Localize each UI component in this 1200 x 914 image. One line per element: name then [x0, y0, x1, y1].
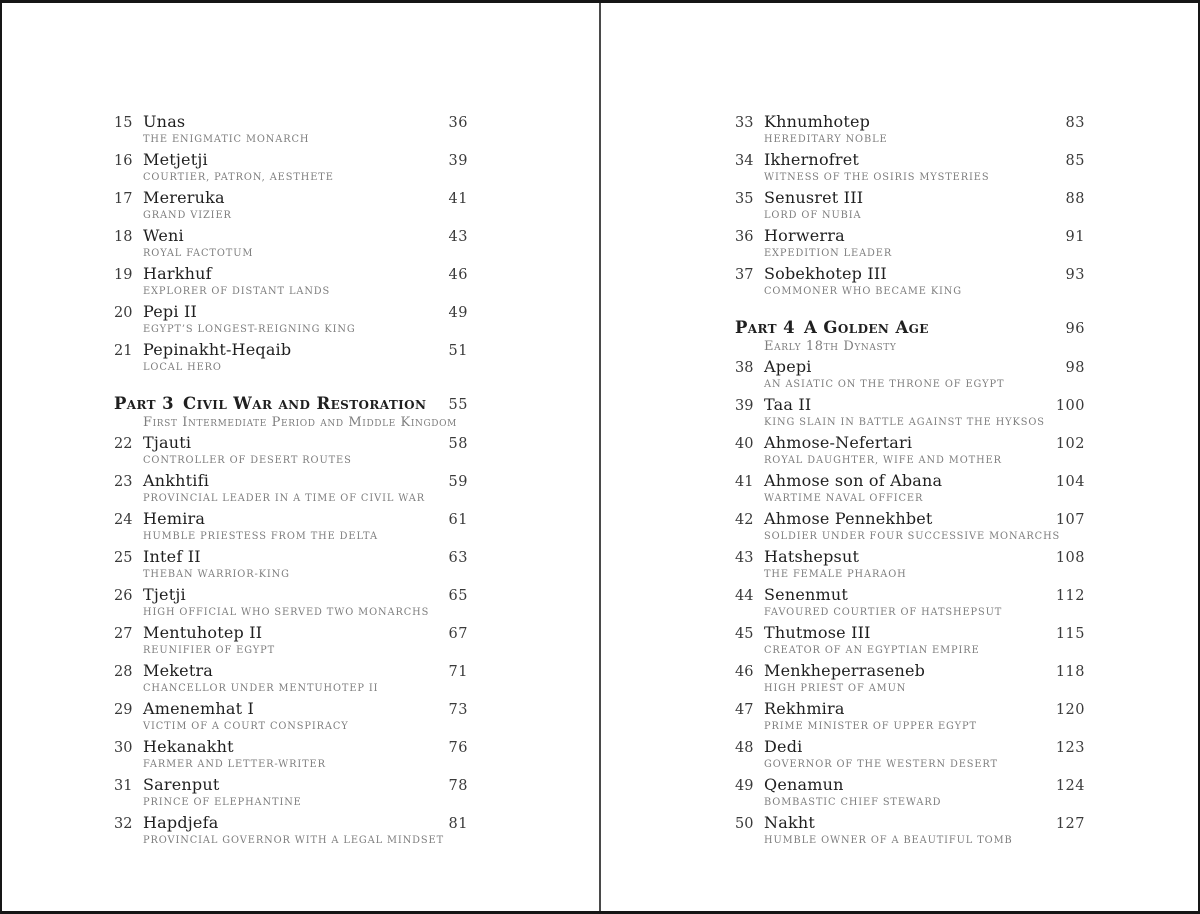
- toc-entry: [114, 226, 468, 260]
- entry-number: 47: [735, 702, 754, 718]
- toc-entry-row: [114, 226, 468, 247]
- entry-name: Intef II: [143, 547, 201, 566]
- entry-name: Meketra: [143, 661, 214, 680]
- entry-number: 28: [114, 664, 133, 680]
- toc-entry-row: [735, 737, 1085, 758]
- entry-page-number: 81: [448, 816, 468, 832]
- entry-page-number: 71: [448, 664, 468, 680]
- entry-page-number: 98: [1065, 360, 1085, 376]
- toc-entry-row: [735, 699, 1085, 720]
- entry-subtitle: LORD OF NUBIA: [764, 210, 862, 221]
- entry-page-number: 51: [448, 343, 468, 359]
- entry-page-number: 127: [1055, 816, 1085, 832]
- entry-page-number: 73: [448, 702, 468, 718]
- entry-name: Ahmose Pennekhbet: [764, 509, 933, 528]
- entry-name: Dedi: [764, 737, 803, 756]
- toc-entry-row: [735, 112, 1085, 133]
- entry-subtitle: PROVINCIAL GOVERNOR WITH A LEGAL MINDSET: [143, 835, 445, 846]
- entry-number: 23: [114, 474, 133, 490]
- entry-number: 20: [114, 305, 133, 321]
- entry-name: Ahmose-Nefertari: [764, 433, 913, 452]
- entry-subtitle: BOMBASTIC CHIEF STEWARD: [764, 797, 942, 808]
- toc-entry-row: [735, 226, 1085, 247]
- toc-entry: [114, 509, 468, 543]
- entry-number: 35: [735, 191, 754, 207]
- entry-subtitle: CREATOR OF AN EGYPTIAN EMPIRE: [764, 645, 980, 656]
- entry-number: 46: [735, 664, 754, 680]
- toc-entry-row: [114, 188, 468, 209]
- entry-name: Pepi II: [143, 302, 198, 321]
- entry-name: Senenmut: [764, 585, 849, 604]
- toc-entry: [114, 699, 468, 733]
- entry-name: Apepi: [764, 357, 812, 376]
- entry-subtitle: REUNIFIER OF EGYPT: [143, 645, 276, 656]
- toc-entry-row: [735, 471, 1085, 492]
- entry-number: 22: [114, 436, 133, 452]
- entry-page-number: 78: [448, 778, 468, 794]
- entry-page-number: 61: [448, 512, 468, 528]
- entry-number: 44: [735, 588, 754, 604]
- entry-page-number: 108: [1055, 550, 1085, 566]
- toc-entry: [114, 112, 468, 146]
- entry-name: Hatshepsut: [764, 547, 860, 566]
- entry-name: Hekanakht: [143, 737, 234, 756]
- entry-number: 17: [114, 191, 133, 207]
- entry-name: Ikhernofret: [764, 150, 860, 169]
- toc-entry-row: [114, 264, 468, 285]
- toc-entry: [114, 340, 468, 374]
- entry-name: Amenemhat I: [143, 699, 255, 718]
- toc-entry: [114, 264, 468, 298]
- entry-subtitle: EGYPT’S LONGEST-REIGNING KING: [143, 324, 356, 335]
- toc-entry: [735, 699, 1085, 733]
- toc-entry: [114, 433, 468, 467]
- toc-entry: [114, 547, 468, 581]
- entry-number: 43: [735, 550, 754, 566]
- toc-entry: [114, 813, 468, 847]
- toc-entry-row: [735, 623, 1085, 644]
- toc-entry: [114, 623, 468, 657]
- entry-number: 25: [114, 550, 133, 566]
- toc-entry-row: [114, 813, 468, 834]
- toc-entry-row: [735, 585, 1085, 606]
- toc-part-heading: [735, 318, 1085, 355]
- entry-subtitle: AN ASIATIC ON THE THRONE OF EGYPT: [764, 379, 1005, 390]
- entry-number: 45: [735, 626, 754, 642]
- entry-page-number: 91: [1065, 229, 1085, 245]
- toc-entry-row: [114, 547, 468, 568]
- entry-page-number: 107: [1055, 512, 1085, 528]
- part-page-number: 55: [448, 397, 468, 413]
- entry-subtitle: HIGH PRIEST OF AMUN: [764, 683, 907, 694]
- entry-page-number: 43: [448, 229, 468, 245]
- entry-name: Harkhuf: [143, 264, 212, 283]
- entry-page-number: 93: [1065, 267, 1085, 283]
- entry-number: 42: [735, 512, 754, 528]
- entry-page-number: 63: [448, 550, 468, 566]
- part-title: A Golden Age: [804, 318, 929, 337]
- toc-entry-row: [114, 737, 468, 758]
- entry-subtitle: THE ENIGMATIC MONARCH: [143, 134, 310, 145]
- part-label: Part 3: [114, 394, 175, 413]
- toc-entry: [735, 433, 1085, 467]
- toc-entry-row: [114, 509, 468, 530]
- toc-entry: [735, 150, 1085, 184]
- entry-page-number: 100: [1055, 398, 1085, 414]
- entry-name: Senusret III: [764, 188, 864, 207]
- entry-subtitle: GOVERNOR OF THE WESTERN DESERT: [764, 759, 998, 770]
- toc-entry: [114, 471, 468, 505]
- entry-subtitle: LOCAL HERO: [143, 362, 222, 373]
- entry-page-number: 49: [448, 305, 468, 321]
- entry-subtitle: HEREDITARY NOBLE: [764, 134, 888, 145]
- page-gutter-divider: [599, 0, 601, 914]
- toc-entry: [735, 112, 1085, 146]
- entry-page-number: 46: [448, 267, 468, 283]
- entry-number: 15: [114, 115, 133, 131]
- entry-page-number: 67: [448, 626, 468, 642]
- entry-name: Nakht: [764, 813, 815, 832]
- entry-number: 32: [114, 816, 133, 832]
- toc-entry-row: [735, 188, 1085, 209]
- entry-name: Rekhmira: [764, 699, 845, 718]
- toc-entry-row: [114, 471, 468, 492]
- toc-entry-row: [114, 661, 468, 682]
- toc-entry: [735, 623, 1085, 657]
- part-title: Civil War and Restoration: [183, 394, 427, 413]
- entry-number: 40: [735, 436, 754, 452]
- entry-page-number: 41: [448, 191, 468, 207]
- toc-entry: [735, 264, 1085, 298]
- toc-entry: [735, 509, 1085, 543]
- entry-subtitle: THEBAN WARRIOR-KING: [143, 569, 290, 580]
- entry-number: 31: [114, 778, 133, 794]
- entry-subtitle: WITNESS OF THE OSIRIS MYSTERIES: [764, 172, 990, 183]
- entry-name: Mentuhotep II: [143, 623, 263, 642]
- entry-number: 41: [735, 474, 754, 490]
- entry-subtitle: HIGH OFFICIAL WHO SERVED TWO MONARCHS: [143, 607, 430, 618]
- toc-entry-row: [114, 623, 468, 644]
- entry-name: Thutmose III: [764, 623, 871, 642]
- entry-name: Hapdjefa: [143, 813, 219, 832]
- toc-entry-row: [735, 357, 1085, 378]
- entry-subtitle: KING SLAIN IN BATTLE AGAINST THE HYKSOS: [764, 417, 1045, 428]
- entry-number: 33: [735, 115, 754, 131]
- entry-name: Tjauti: [143, 433, 192, 452]
- entry-subtitle: WARTIME NAVAL OFFICER: [764, 493, 924, 504]
- entry-name: Sarenput: [143, 775, 220, 794]
- entry-name: Unas: [143, 112, 186, 131]
- toc-entry-row: [114, 302, 468, 323]
- entry-number: 49: [735, 778, 754, 794]
- entry-subtitle: PRINCE OF ELEPHANTINE: [143, 797, 302, 808]
- toc-entry: [114, 150, 468, 184]
- entry-subtitle: CONTROLLER OF DESERT ROUTES: [143, 455, 352, 466]
- toc-entry-row: [114, 150, 468, 171]
- entry-subtitle: VICTIM OF A COURT CONSPIRACY: [143, 721, 349, 732]
- entry-number: 37: [735, 267, 754, 283]
- toc-entry-row: [114, 433, 468, 454]
- part-label: Part 4: [735, 318, 796, 337]
- toc-entry-row: [735, 433, 1085, 454]
- toc-entry-row: [735, 509, 1085, 530]
- entry-name: Taa II: [764, 395, 812, 414]
- entry-subtitle: THE FEMALE PHARAOH: [764, 569, 907, 580]
- entry-subtitle: ROYAL DAUGHTER, WIFE AND MOTHER: [764, 455, 1002, 466]
- entry-name: Tjetji: [143, 585, 186, 604]
- toc-entry: [735, 188, 1085, 222]
- toc-entry-row: [735, 150, 1085, 171]
- entry-page-number: 123: [1055, 740, 1085, 756]
- toc-entry: [735, 585, 1085, 619]
- entry-number: 24: [114, 512, 133, 528]
- entry-page-number: 39: [448, 153, 468, 169]
- entry-page-number: 124: [1055, 778, 1085, 794]
- entry-number: 19: [114, 267, 133, 283]
- toc-entry: [735, 737, 1085, 771]
- entry-number: 18: [114, 229, 133, 245]
- toc-entry: [735, 661, 1085, 695]
- entry-page-number: 36: [448, 115, 468, 131]
- entry-name: Sobekhotep III: [764, 264, 887, 283]
- entry-page-number: 59: [448, 474, 468, 490]
- entry-subtitle: FAVOURED COURTIER OF HATSHEPSUT: [764, 607, 1003, 618]
- toc-entry: [735, 775, 1085, 809]
- toc-entry: [735, 357, 1085, 391]
- entry-subtitle: SOLDIER UNDER FOUR SUCCESSIVE MONARCHS: [764, 531, 1061, 542]
- entry-name: Ankhtifi: [143, 471, 210, 490]
- entry-number: 30: [114, 740, 133, 756]
- entry-page-number: 118: [1055, 664, 1085, 680]
- entry-name: Menkheperraseneb: [764, 661, 926, 680]
- toc-entry: [735, 547, 1085, 581]
- entry-page-number: 104: [1055, 474, 1085, 490]
- toc-entry-row: [735, 775, 1085, 796]
- toc-entry: [114, 302, 468, 336]
- entry-page-number: 83: [1065, 115, 1085, 131]
- toc-entry-row: [114, 585, 468, 606]
- entry-number: 36: [735, 229, 754, 245]
- toc-entry: [114, 661, 468, 695]
- entry-number: 27: [114, 626, 133, 642]
- entry-number: 48: [735, 740, 754, 756]
- toc-entry: [114, 737, 468, 771]
- entry-number: 26: [114, 588, 133, 604]
- part-page-number: 96: [1065, 321, 1085, 337]
- entry-page-number: 120: [1055, 702, 1085, 718]
- toc-entry: [114, 188, 468, 222]
- entry-page-number: 65: [448, 588, 468, 604]
- entry-subtitle: HUMBLE OWNER OF A BEAUTIFUL TOMB: [764, 835, 1013, 846]
- toc-entry: [735, 471, 1085, 505]
- toc-list-right: [735, 112, 1085, 851]
- part-title-group: [114, 394, 449, 413]
- entry-number: 34: [735, 153, 754, 169]
- toc-entry: [735, 813, 1085, 847]
- toc-entry: [114, 585, 468, 619]
- toc-list-left: [114, 112, 468, 851]
- toc-entry: [735, 395, 1085, 429]
- entry-subtitle: HUMBLE PRIESTESS FROM THE DELTA: [143, 531, 378, 542]
- entry-page-number: 112: [1055, 588, 1085, 604]
- entry-subtitle: GRAND VIZIER: [143, 210, 232, 221]
- entry-subtitle: CHANCELLOR UNDER MENTUHOTEP II: [143, 683, 379, 694]
- entry-name: Horwerra: [764, 226, 845, 245]
- part-title-group: [735, 318, 1066, 337]
- toc-part-heading: [114, 394, 468, 431]
- entry-name: Khnumhotep: [764, 112, 871, 131]
- entry-page-number: 115: [1055, 626, 1085, 642]
- part-subtitle: First Intermediate Period and Middle Kingdom: [143, 415, 457, 430]
- entry-subtitle: PROVINCIAL LEADER IN A TIME OF CIVIL WAR: [143, 493, 425, 504]
- entry-name: Hemira: [143, 509, 206, 528]
- entry-name: Metjetji: [143, 150, 208, 169]
- toc-entry: [735, 226, 1085, 260]
- entry-page-number: 76: [448, 740, 468, 756]
- entry-page-number: 102: [1055, 436, 1085, 452]
- entry-name: Weni: [143, 226, 184, 245]
- toc-entry-row: [114, 340, 468, 361]
- toc-entry-row: [114, 699, 468, 720]
- part-subtitle: Early 18th Dynasty: [764, 339, 897, 354]
- entry-subtitle: COMMONER WHO BECAME KING: [764, 286, 963, 297]
- entry-number: 39: [735, 398, 754, 414]
- entry-page-number: 58: [448, 436, 468, 452]
- entry-subtitle: ROYAL FACTOTUM: [143, 248, 254, 259]
- entry-page-number: 88: [1065, 191, 1085, 207]
- entry-subtitle: FARMER AND LETTER-WRITER: [143, 759, 326, 770]
- toc-entry: [114, 775, 468, 809]
- toc-part-row: [735, 318, 1085, 339]
- entry-name: Qenamun: [764, 775, 844, 794]
- toc-entry-row: [735, 813, 1085, 834]
- entry-name: Pepinakht-Heqaib: [143, 340, 292, 359]
- entry-number: 21: [114, 343, 133, 359]
- entry-subtitle: EXPLORER OF DISTANT LANDS: [143, 286, 331, 297]
- toc-entry-row: [735, 395, 1085, 416]
- entry-subtitle: COURTIER, PATRON, AESTHETE: [143, 172, 334, 183]
- entry-name: Mereruka: [143, 188, 225, 207]
- entry-subtitle: EXPEDITION LEADER: [764, 248, 893, 259]
- entry-number: 50: [735, 816, 754, 832]
- toc-entry-row: [114, 775, 468, 796]
- entry-name: Ahmose son of Abana: [764, 471, 943, 490]
- entry-page-number: 85: [1065, 153, 1085, 169]
- entry-subtitle: PRIME MINISTER OF UPPER EGYPT: [764, 721, 977, 732]
- entry-number: 16: [114, 153, 133, 169]
- toc-entry-row: [735, 661, 1085, 682]
- toc-entry-row: [114, 112, 468, 133]
- toc-part-row: [114, 394, 468, 415]
- toc-entry-row: [735, 547, 1085, 568]
- entry-number: 38: [735, 360, 754, 376]
- entry-number: 29: [114, 702, 133, 718]
- toc-entry-row: [735, 264, 1085, 285]
